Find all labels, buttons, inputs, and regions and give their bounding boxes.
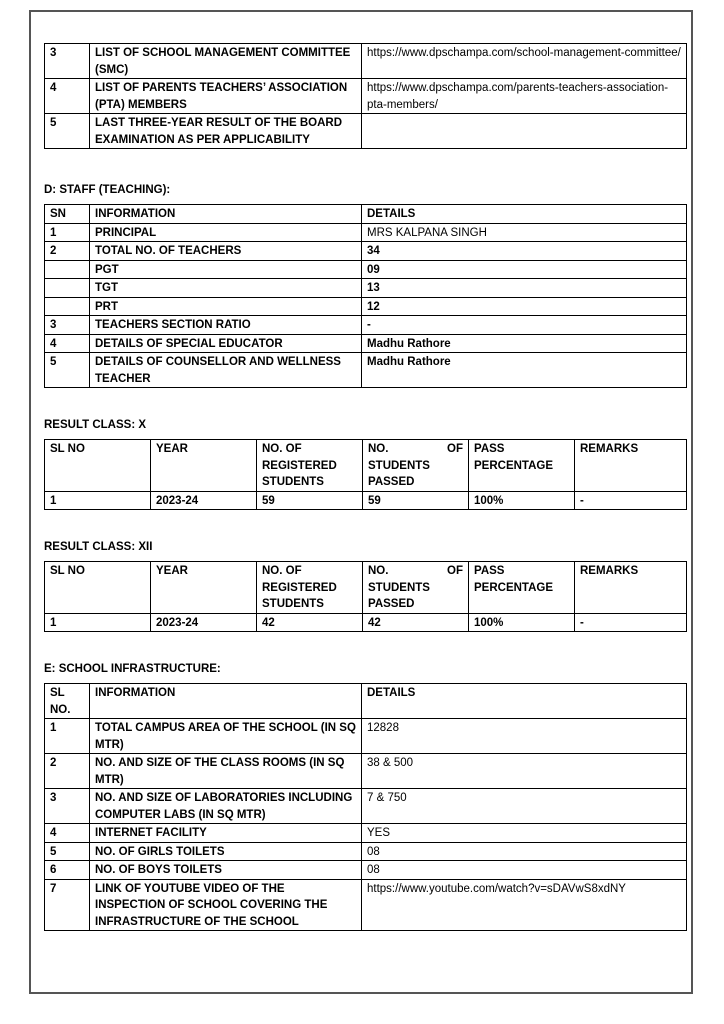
table-row xyxy=(45,223,687,242)
table-header-row xyxy=(45,440,687,492)
row-details-link[interactable]: https://www.dpschampa.com/parents-teachers-association-pta-members/ xyxy=(362,79,687,114)
row-sn: 4 xyxy=(45,79,90,114)
row-sn: 5 xyxy=(45,114,90,149)
header-info: INFORMATION xyxy=(90,205,362,224)
header-pass-percentage: PASS PERCENTAGE xyxy=(469,440,575,492)
row-info: TEACHERS SECTION RATIO xyxy=(90,316,362,335)
row-sn: 2 xyxy=(45,754,90,789)
row-info: NO. OF BOYS TOILETS xyxy=(90,861,362,880)
row-sn: 4 xyxy=(45,334,90,353)
school-infrastructure-table xyxy=(44,683,687,931)
table-row xyxy=(45,334,687,353)
row-sn: 2 xyxy=(45,242,90,261)
table-row xyxy=(45,242,687,261)
table-row xyxy=(45,861,687,880)
cell-pass-percentage: 100% xyxy=(469,613,575,632)
row-sn: 3 xyxy=(45,789,90,824)
row-info: LINK OF YOUTUBE VIDEO OF THE INSPECTION OF SCHOOL COVERING THE INFRASTRUCTURE OF THE SCHOOL xyxy=(90,879,362,931)
youtube-video-link[interactable]: https://www.youtube.com/watch?v=sDAVwS8xdNY xyxy=(362,879,687,931)
table-row xyxy=(45,260,687,279)
header-passed-part-a: NO. xyxy=(368,443,389,455)
table-header-row xyxy=(45,562,687,614)
table-row xyxy=(45,297,687,316)
row-info: TOTAL NO. OF TEACHERS xyxy=(90,242,362,261)
row-sn: 5 xyxy=(45,353,90,388)
row-sn xyxy=(45,260,90,279)
header-sn: SN xyxy=(45,205,90,224)
header-passed xyxy=(363,440,469,492)
header-year: YEAR xyxy=(151,440,257,492)
row-info: PRINCIPAL xyxy=(90,223,362,242)
cell-pass-percentage: 100% xyxy=(469,491,575,510)
table-row xyxy=(45,824,687,843)
table-header-row xyxy=(45,684,687,719)
row-details: 12828 xyxy=(362,719,687,754)
cell-registered: 42 xyxy=(257,613,363,632)
row-info: TGT xyxy=(90,279,362,298)
row-details: - xyxy=(362,316,687,335)
mandatory-disclosure-table-c xyxy=(44,43,687,149)
row-info: DETAILS OF SPECIAL EDUCATOR xyxy=(90,334,362,353)
row-sn: 6 xyxy=(45,861,90,880)
header-passed-part-c: STUDENTS PASSED xyxy=(368,581,430,610)
row-sn: 3 xyxy=(45,316,90,335)
table-row xyxy=(45,79,687,114)
cell-sl-no: 1 xyxy=(45,613,151,632)
row-details: 09 xyxy=(362,260,687,279)
row-details: 34 xyxy=(362,242,687,261)
row-details: 7 & 750 xyxy=(362,789,687,824)
row-sn: 1 xyxy=(45,719,90,754)
staff-table xyxy=(44,204,687,388)
row-sn: 5 xyxy=(45,842,90,861)
row-sn: 3 xyxy=(45,44,90,79)
table-row xyxy=(45,754,687,789)
section-heading-infrastructure: E: SCHOOL INFRASTRUCTURE: xyxy=(44,663,221,675)
table-header-row xyxy=(45,205,687,224)
row-sn: 4 xyxy=(45,824,90,843)
header-passed-part-c: STUDENTS PASSED xyxy=(368,459,430,488)
table-row xyxy=(45,879,687,931)
cell-sl-no: 1 xyxy=(45,491,151,510)
table-row xyxy=(45,353,687,388)
header-details: DETAILS xyxy=(362,684,687,719)
row-details xyxy=(362,114,687,149)
section-heading-result-x: RESULT CLASS: X xyxy=(44,419,147,431)
header-sn: SL NO. xyxy=(45,684,90,719)
section-heading-result-xii: RESULT CLASS: XII xyxy=(44,541,153,553)
cell-passed: 42 xyxy=(363,613,469,632)
row-info: INTERNET FACILITY xyxy=(90,824,362,843)
row-info: TOTAL CAMPUS AREA OF THE SCHOOL (IN SQ MTR) xyxy=(90,719,362,754)
cell-remarks: - xyxy=(575,491,687,510)
header-details: DETAILS xyxy=(362,205,687,224)
table-row xyxy=(45,316,687,335)
table-row xyxy=(45,789,687,824)
header-pass-percentage: PASS PERCENTAGE xyxy=(469,562,575,614)
result-class-x-table xyxy=(44,439,687,510)
table-row xyxy=(45,44,687,79)
row-sn xyxy=(45,297,90,316)
row-details: YES xyxy=(362,824,687,843)
row-sn: 7 xyxy=(45,879,90,931)
row-details: 08 xyxy=(362,842,687,861)
row-sn xyxy=(45,279,90,298)
cell-registered: 59 xyxy=(257,491,363,510)
row-info: LIST OF SCHOOL MANAGEMENT COMMITTEE (SMC) xyxy=(90,44,362,79)
header-passed-part-b: OF xyxy=(447,443,463,455)
table-row xyxy=(45,491,687,510)
header-sl-no: SL NO xyxy=(45,440,151,492)
result-class-xii-table xyxy=(44,561,687,632)
row-details: Madhu Rathore xyxy=(362,334,687,353)
table-row xyxy=(45,279,687,298)
row-details-link[interactable]: https://www.dpschampa.com/school-management-committee/ xyxy=(362,44,687,79)
header-registered: NO. OF REGISTERED STUDENTS xyxy=(257,562,363,614)
header-passed xyxy=(363,562,469,614)
row-details: 13 xyxy=(362,279,687,298)
row-details: Madhu Rathore xyxy=(362,353,687,388)
document-content xyxy=(44,43,686,931)
row-details: MRS KALPANA SINGH xyxy=(362,223,687,242)
cell-year: 2023-24 xyxy=(151,613,257,632)
row-info: PRT xyxy=(90,297,362,316)
row-info: NO. OF GIRLS TOILETS xyxy=(90,842,362,861)
row-info: NO. AND SIZE OF LABORATORIES INCLUDING COMPUTER LABS (IN SQ MTR) xyxy=(90,789,362,824)
row-details: 38 & 500 xyxy=(362,754,687,789)
row-details: 08 xyxy=(362,861,687,880)
row-info: LAST THREE-YEAR RESULT OF THE BOARD EXAMINATION AS PER APPLICABILITY xyxy=(90,114,362,149)
cell-remarks: - xyxy=(575,613,687,632)
header-passed-part-b: OF xyxy=(447,565,463,577)
table-row xyxy=(45,613,687,632)
header-year: YEAR xyxy=(151,562,257,614)
row-info: PGT xyxy=(90,260,362,279)
row-info: LIST OF PARENTS TEACHERS’ ASSOCIATION (PTA) MEMBERS xyxy=(90,79,362,114)
cell-year: 2023-24 xyxy=(151,491,257,510)
header-remarks: REMARKS xyxy=(575,562,687,614)
row-details: 12 xyxy=(362,297,687,316)
section-heading-staff: D: STAFF (TEACHING): xyxy=(44,184,171,196)
header-sl-no: SL NO xyxy=(45,562,151,614)
table-row xyxy=(45,842,687,861)
row-sn: 1 xyxy=(45,223,90,242)
table-row xyxy=(45,114,687,149)
row-info: DETAILS OF COUNSELLOR AND WELLNESS TEACHER xyxy=(90,353,362,388)
table-row xyxy=(45,719,687,754)
header-passed-part-a: NO. xyxy=(368,565,389,577)
header-remarks: REMARKS xyxy=(575,440,687,492)
header-info: INFORMATION xyxy=(90,684,362,719)
cell-passed: 59 xyxy=(363,491,469,510)
row-info: NO. AND SIZE OF THE CLASS ROOMS (IN SQ MTR) xyxy=(90,754,362,789)
header-registered: NO. OF REGISTERED STUDENTS xyxy=(257,440,363,492)
